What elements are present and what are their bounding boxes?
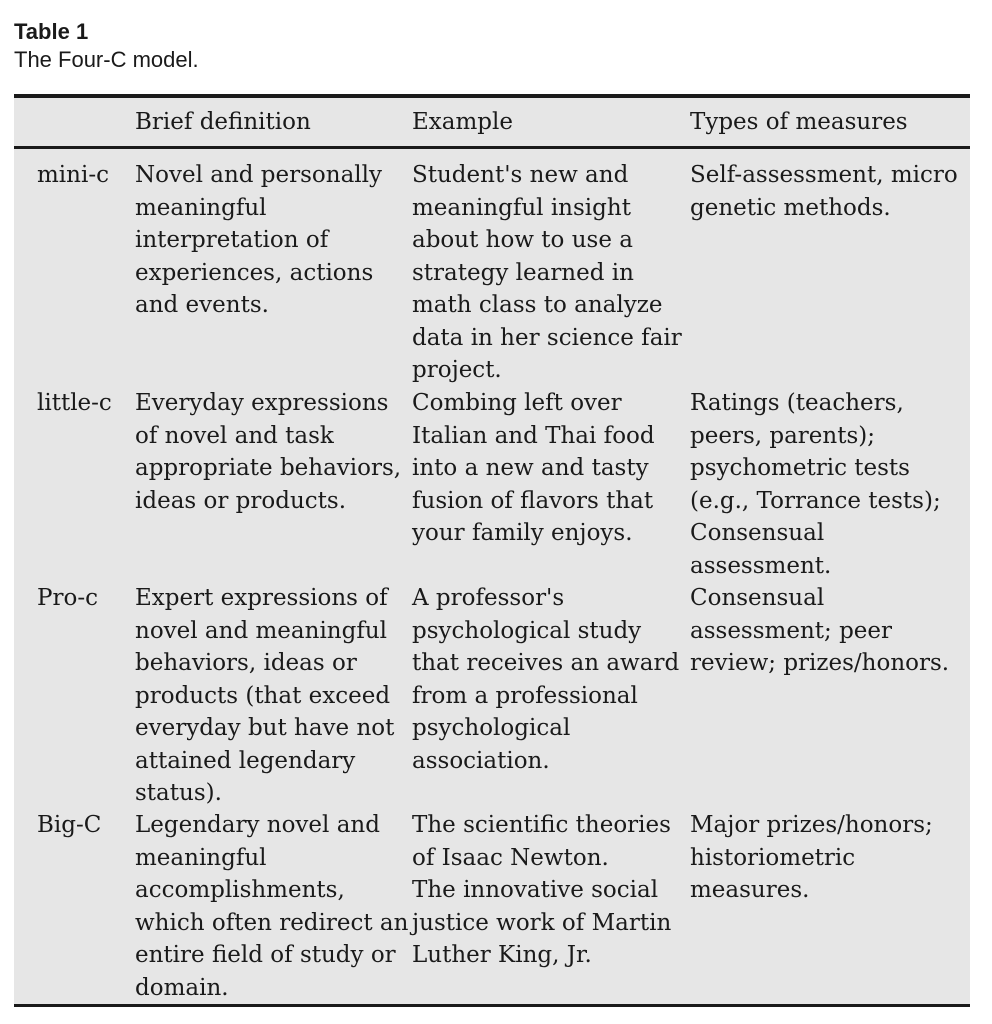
cell-measures: Ratings (teachers, peers, parents); psychometric tests (e.g., Torrance tests); Consensual assessment.: [690, 390, 941, 579]
table-title: The Four-C model.: [14, 47, 199, 72]
cell-example: Combing left over Italian and Thai food into a new and tasty fusion of flavors that your family enjoys.: [412, 390, 655, 546]
cell-definition: Expert expressions of novel and meaningful behaviors, ideas or products (that exceed everyday but have not attained legendary status).: [135, 585, 395, 806]
table-caption: [14, 18, 199, 74]
cell-measures: Self-assessment, micro genetic methods.: [690, 162, 958, 221]
header-cell-example: Example: [412, 109, 513, 135]
cell-example: The scientific theories of Isaac Newton. The innovative social justice work of Martin Luther King, Jr.: [412, 812, 672, 968]
header-cell-measures: Types of measures: [690, 109, 908, 135]
header-cell-definition: Brief definition: [135, 109, 311, 135]
cell-definition: Novel and personally meaningful interpretation of experiences, actions and events.: [135, 162, 383, 318]
row-label: Pro-c: [37, 585, 98, 611]
row-label: little-c: [37, 390, 112, 416]
four-c-table: [14, 94, 970, 1007]
table-body: [14, 149, 970, 1004]
cell-example: Student's new and meaningful insight about how to use a strategy learned in math class to analyze data in her science fair project.: [412, 162, 682, 383]
row-label: mini-c: [37, 162, 109, 188]
table-header-row: [14, 98, 970, 146]
cell-measures: Consensual assessment; peer review; prizes/honors.: [690, 585, 950, 676]
cell-definition: Legendary novel and meaningful accomplishments, which often redirect an entire field of study or domain.: [135, 812, 409, 1001]
row-label: Big-C: [37, 812, 102, 838]
cell-measures: Major prizes/honors; historiometric measures.: [690, 812, 933, 903]
bottom-rule: [14, 1004, 970, 1007]
table-label: Table 1: [14, 19, 89, 44]
cell-example: A professor's psychological study that receives an award from a professional psychological association.: [412, 585, 680, 774]
cell-definition: Everyday expressions of novel and task appropriate behaviors, ideas or products.: [135, 390, 402, 514]
